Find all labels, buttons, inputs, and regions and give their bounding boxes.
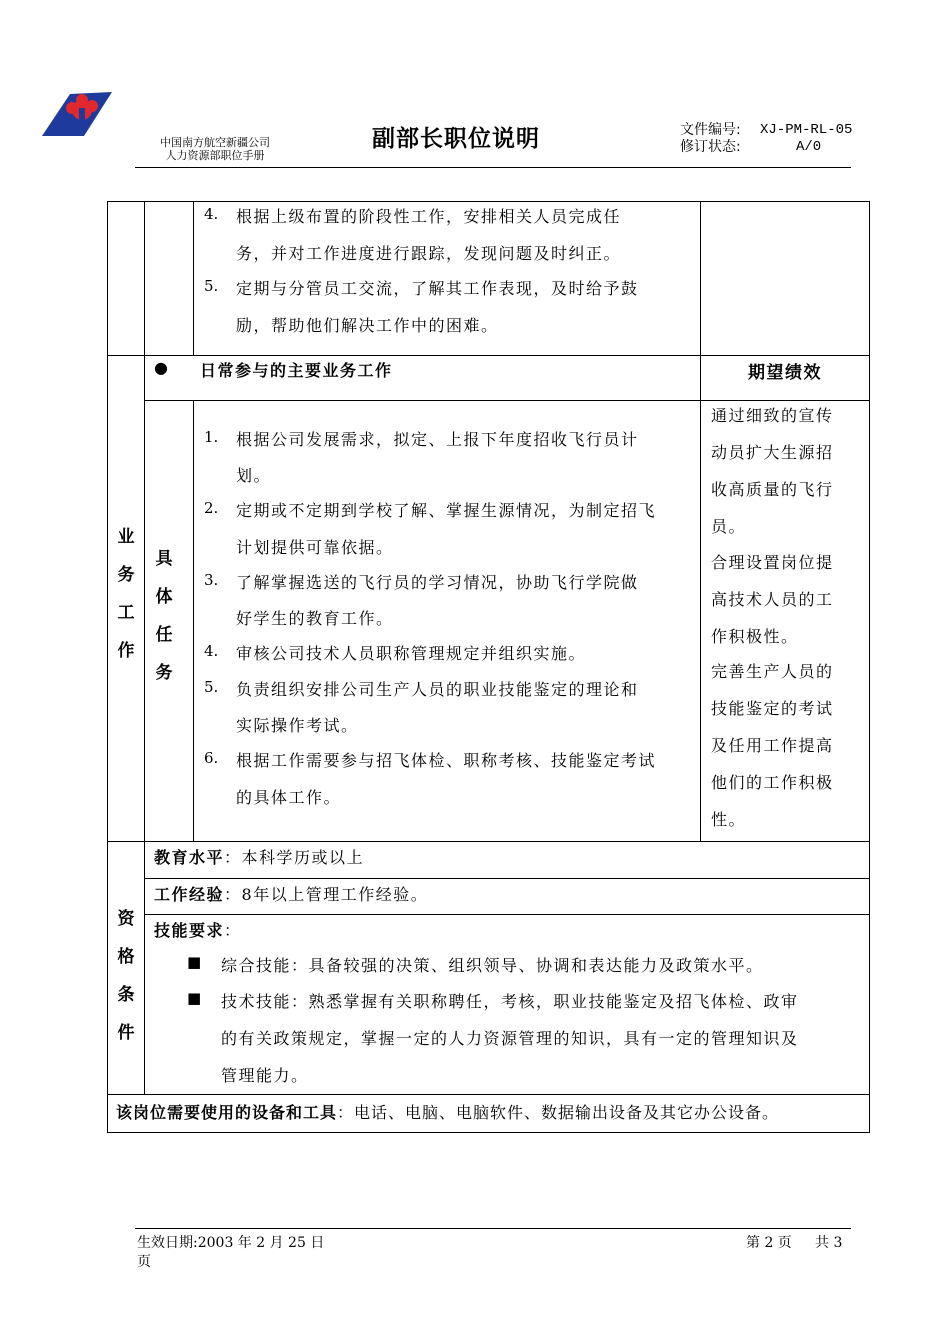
table-border-top [107,201,870,202]
equipment-value: ：电话、电脑、电脑软件、数据输出设备及其它办公设备。 [337,1103,780,1122]
table-line [193,400,194,841]
list-item-text: 根据上级布置的阶段性工作，安排相关人员完成任 [236,207,622,226]
skill-general-text: 综合技能：具备较强的决策、组织领导、协调和表达能力及政策水平。 [221,956,764,975]
side-char: 资 [117,909,135,929]
page-number: 第 2 页 [746,1235,792,1251]
side-char: 作 [117,641,135,661]
expected-line: 通过细致的宣传 [711,406,834,425]
doc-number-value: XJ-PM-RL-05 [760,122,853,138]
side-char: 体 [155,587,173,607]
table-line [144,914,870,915]
list-item-number: 5. [204,678,219,696]
expected-line: 性。 [711,810,747,829]
side-char: 任 [155,625,173,645]
company-name [150,136,280,162]
side-char: 件 [117,1023,135,1043]
expected-line: 技能鉴定的考试 [711,699,834,718]
list-item-number: 4. [204,205,219,223]
table-line [107,1094,870,1095]
expected-line: 作积极性。 [711,627,799,646]
expected-line: 高技术人员的工 [711,590,834,609]
table-line [144,878,870,879]
skill-technical-text: 管理能力。 [221,1066,309,1085]
qualification-side-label [116,900,136,1052]
list-item-number: 4. [204,642,219,660]
revision-label: 修订状态: [680,139,741,155]
list-item-text: 务，并对工作进度进行跟踪，发现问题及时纠正。 [236,244,622,263]
list-item-number: 2. [204,499,219,517]
table-border-left [107,201,108,1132]
table-line [107,841,870,842]
table-border-bottom [107,1132,870,1133]
table-border-right [869,201,870,1132]
side-char: 条 [117,985,135,1005]
company-line-2: 人力资源部职位手册 [165,149,265,162]
expected-line: 员。 [711,517,747,536]
task-side-label [154,540,174,692]
doc-number-label: 文件编号: [680,122,741,138]
side-char: 格 [117,947,135,967]
expected-line: 他们的工作积极 [711,773,834,792]
expected-line: 动员扩大生源招 [711,443,834,462]
table-line [107,355,870,356]
table-line [144,400,870,401]
side-char: 具 [155,549,173,569]
experience-value: ：8年以上管理工作经验。 [224,885,429,904]
equipment-row [116,1100,779,1123]
experience-label: 工作经验 [154,885,225,904]
list-item-text: 负责组织安排公司生产人员的职业技能鉴定的理论和 [236,680,639,699]
expected-line: 及任用工作提高 [711,736,834,755]
header-rule [135,167,851,168]
list-item-text: 好学生的教育工作。 [236,609,394,628]
table-line [144,201,145,1094]
list-item-text: 励，帮助他们解决工作中的困难。 [236,316,499,335]
expected-line: 收高质量的飞行 [711,480,834,499]
list-item-text: 根据工作需要参与招飞体检、职称考核、技能鉴定考试 [236,751,657,770]
skills-colon: ： [224,921,242,940]
education-label: 教育水平 [154,848,225,867]
bullet-icon: ● [154,358,170,377]
experience-row [154,882,428,905]
effective-date-wrap: 页 [137,1254,151,1270]
expected-line: 合理设置岗位提 [711,553,834,572]
revision-value: A/0 [796,139,822,155]
list-item-text: 定期或不定期到学校了解、掌握生源情况，为制定招飞 [236,501,657,520]
square-bullet-icon: ■ [187,989,203,1007]
side-char: 工 [117,603,135,623]
business-header-label: 日常参与的主要业务工作 [200,361,393,380]
expected-line: 完善生产人员的 [711,662,834,681]
skill-technical-text: 的有关政策规定，掌握一定的人力资源管理的知识，具有一定的管理知识及 [221,1029,799,1048]
list-item-text: 划。 [236,466,272,485]
education-value: ：本科学历或以上 [224,848,365,867]
business-side-label [116,518,136,670]
list-item-text: 根据公司发展需求，拟定、上报下年度招收飞行员计 [236,430,639,449]
list-item-text: 了解掌握选送的飞行员的学习情况，协助飞行学院做 [236,573,639,592]
list-item-text: 的具体工作。 [236,788,342,807]
list-item-number: 6. [204,749,219,767]
table-line [193,201,194,355]
list-item-text: 实际操作考试。 [236,716,359,735]
list-item-text: 审核公司技术人员职称管理规定并组织实施。 [236,644,587,663]
footer-rule [135,1228,851,1229]
list-item-text: 定期与分管员工交流，了解其工作表现，及时给予鼓 [236,279,639,298]
equipment-label: 该岗位需要使用的设备和工具 [116,1103,338,1122]
side-char: 业 [117,527,135,547]
side-char: 务 [117,565,135,585]
list-item-number: 3. [204,571,219,589]
table-line [700,201,701,841]
skills-label: 技能要求 [154,921,225,940]
expected-performance-label: 期望绩效 [748,363,822,383]
square-bullet-icon: ■ [187,953,203,971]
company-line-1: 中国南方航空新疆公司 [160,136,270,149]
skill-technical-text: 技术技能：熟悉掌握有关职称聘任，考核，职业技能鉴定及招飞体检、政审 [221,992,799,1011]
effective-date: 生效日期:2003 年 2 月 25 日 [137,1235,325,1251]
education-row [154,845,364,868]
list-item-number: 1. [204,428,219,446]
page-title: 副部长职位说明 [372,126,540,152]
list-item-number: 5. [204,277,219,295]
skills-row [154,918,242,941]
side-char: 务 [155,663,173,683]
page-total: 共 3 [815,1235,843,1251]
list-item-text: 计划提供可靠依据。 [236,538,394,557]
company-logo [42,88,112,140]
